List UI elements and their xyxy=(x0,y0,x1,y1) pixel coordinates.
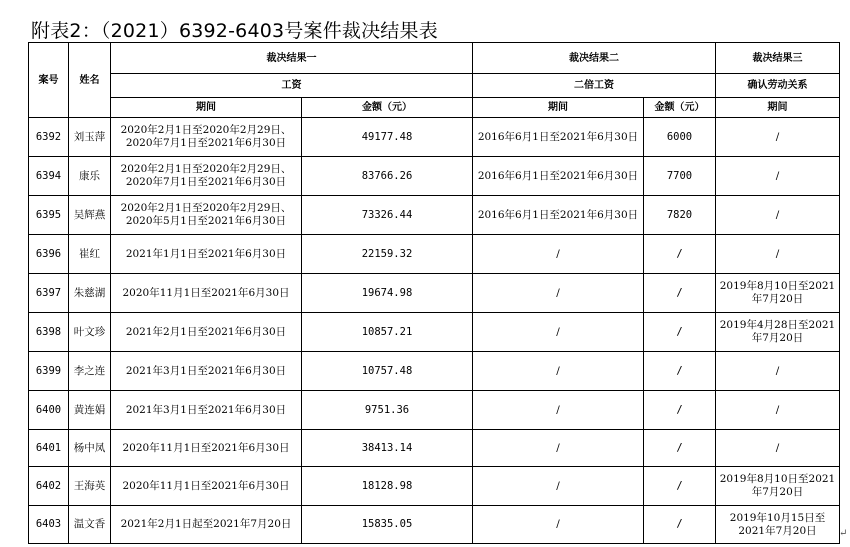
cell-wage-amount: 73326.44 xyxy=(302,196,473,235)
table-row xyxy=(29,118,840,157)
table-row xyxy=(29,196,840,235)
cell-name: 朱慈湖 xyxy=(69,274,111,313)
cell-labor-period: / xyxy=(716,157,840,196)
cell-name: 吴辉燕 xyxy=(69,196,111,235)
header-confirm-labor: 确认劳动关系 xyxy=(716,74,840,98)
cell-double-wage-amount: 7820 xyxy=(644,196,716,235)
cell-labor-period: 2019年10月15日至2021年7月20日 xyxy=(716,506,840,544)
cell-wage-period: 2020年2月1日至2020年2月29日、2020年7月1日至2021年6月30日 xyxy=(111,118,302,157)
cell-name: 崔红 xyxy=(69,235,111,274)
cell-wage-amount: 22159.32 xyxy=(302,235,473,274)
cell-name: 康乐 xyxy=(69,157,111,196)
header-wage-period: 期间 xyxy=(111,98,302,118)
cell-wage-period: 2021年2月1日起至2021年7月20日 xyxy=(111,506,302,544)
cell-labor-period: / xyxy=(716,352,840,391)
cell-name: 李之连 xyxy=(69,352,111,391)
cell-wage-amount: 9751.36 xyxy=(302,391,473,430)
cell-labor-period: / xyxy=(716,196,840,235)
cell-name: 叶文珍 xyxy=(69,313,111,352)
cell-double-wage-amount: 7700 xyxy=(644,157,716,196)
results-table xyxy=(28,42,840,544)
cell-double-wage-period: / xyxy=(473,352,644,391)
table-row xyxy=(29,391,840,430)
cell-wage-amount: 15835.05 xyxy=(302,506,473,544)
table-row xyxy=(29,313,840,352)
header-labor-period: 期间 xyxy=(716,98,840,118)
cell-double-wage-amount: / xyxy=(644,506,716,544)
cell-wage-period: 2020年11月1日至2021年6月30日 xyxy=(111,467,302,506)
table-row xyxy=(29,352,840,391)
header-double-wage: 二倍工资 xyxy=(473,74,716,98)
cell-wage-amount: 10757.48 xyxy=(302,352,473,391)
cell-double-wage-period: / xyxy=(473,235,644,274)
table-row xyxy=(29,235,840,274)
cell-wage-period: 2020年11月1日至2021年6月30日 xyxy=(111,274,302,313)
cell-wage-amount: 38413.14 xyxy=(302,430,473,467)
cell-case-no: 6402 xyxy=(29,467,69,506)
header-double-wage-period: 期间 xyxy=(473,98,644,118)
cell-double-wage-period: / xyxy=(473,274,644,313)
cell-wage-amount: 49177.48 xyxy=(302,118,473,157)
cell-wage-period: 2020年2月1日至2020年2月29日、2020年7月1日至2021年6月30日 xyxy=(111,157,302,196)
page-title: 附表2：（2021）6392-6403号案件裁决结果表 xyxy=(31,20,438,42)
cell-case-no: 6394 xyxy=(29,157,69,196)
cell-name: 王海英 xyxy=(69,467,111,506)
cell-name: 杨中凤 xyxy=(69,430,111,467)
cell-double-wage-period: 2016年6月1日至2021年6月30日 xyxy=(473,196,644,235)
cell-double-wage-period: / xyxy=(473,430,644,467)
header-result-3: 裁决结果三 xyxy=(716,43,840,74)
cell-case-no: 6401 xyxy=(29,430,69,467)
cell-labor-period: 2019年8月10日至2021年7月20日 xyxy=(716,274,840,313)
cell-case-no: 6396 xyxy=(29,235,69,274)
cell-double-wage-amount: / xyxy=(644,391,716,430)
header-double-wage-amount: 金额（元） xyxy=(644,98,716,118)
cell-double-wage-period: 2016年6月1日至2021年6月30日 xyxy=(473,118,644,157)
cell-case-no: 6392 xyxy=(29,118,69,157)
cell-case-no: 6399 xyxy=(29,352,69,391)
cell-labor-period: 2019年4月28日至2021年7月20日 xyxy=(716,313,840,352)
cell-labor-period: / xyxy=(716,391,840,430)
header-wage: 工资 xyxy=(111,74,473,98)
header-result-2: 裁决结果二 xyxy=(473,43,716,74)
cell-wage-period: 2020年2月1日至2020年2月29日、2020年5月1日至2021年6月30日 xyxy=(111,196,302,235)
cell-name: 温文香 xyxy=(69,506,111,544)
header-result-1: 裁决结果一 xyxy=(111,43,473,74)
cell-double-wage-amount: / xyxy=(644,352,716,391)
cell-case-no: 6397 xyxy=(29,274,69,313)
cell-double-wage-amount: / xyxy=(644,430,716,467)
cell-double-wage-period: / xyxy=(473,467,644,506)
cell-double-wage-period: 2016年6月1日至2021年6月30日 xyxy=(473,157,644,196)
cell-wage-amount: 19674.98 xyxy=(302,274,473,313)
cell-double-wage-amount: / xyxy=(644,274,716,313)
paragraph-mark: ↵ xyxy=(839,528,848,539)
table-row xyxy=(29,274,840,313)
cell-double-wage-period: / xyxy=(473,506,644,544)
header-case-no: 案号 xyxy=(29,43,69,118)
cell-wage-period: 2021年3月1日至2021年6月30日 xyxy=(111,352,302,391)
cell-case-no: 6403 xyxy=(29,506,69,544)
cell-name: 黄连娟 xyxy=(69,391,111,430)
table-row xyxy=(29,467,840,506)
cell-double-wage-period: / xyxy=(473,391,644,430)
cell-double-wage-period: / xyxy=(473,313,644,352)
cell-case-no: 6398 xyxy=(29,313,69,352)
cell-wage-period: 2021年1月1日至2021年6月30日 xyxy=(111,235,302,274)
cell-labor-period: / xyxy=(716,235,840,274)
table-row xyxy=(29,430,840,467)
header-name: 姓名 xyxy=(69,43,111,118)
cell-double-wage-amount: / xyxy=(644,235,716,274)
cell-labor-period: / xyxy=(716,118,840,157)
cell-wage-amount: 83766.26 xyxy=(302,157,473,196)
table-row xyxy=(29,506,840,544)
cell-case-no: 6400 xyxy=(29,391,69,430)
cell-wage-period: 2021年3月1日至2021年6月30日 xyxy=(111,391,302,430)
cell-case-no: 6395 xyxy=(29,196,69,235)
cell-labor-period: 2019年8月10日至2021年7月20日 xyxy=(716,467,840,506)
cell-double-wage-amount: / xyxy=(644,313,716,352)
cell-wage-amount: 18128.98 xyxy=(302,467,473,506)
cell-double-wage-amount: 6000 xyxy=(644,118,716,157)
cell-double-wage-amount: / xyxy=(644,467,716,506)
header-wage-amount: 金额（元） xyxy=(302,98,473,118)
cell-labor-period: / xyxy=(716,430,840,467)
table-row xyxy=(29,157,840,196)
cell-name: 刘玉萍 xyxy=(69,118,111,157)
cell-wage-period: 2020年11月1日至2021年6月30日 xyxy=(111,430,302,467)
cell-wage-amount: 10857.21 xyxy=(302,313,473,352)
cell-wage-period: 2021年2月1日至2021年6月30日 xyxy=(111,313,302,352)
